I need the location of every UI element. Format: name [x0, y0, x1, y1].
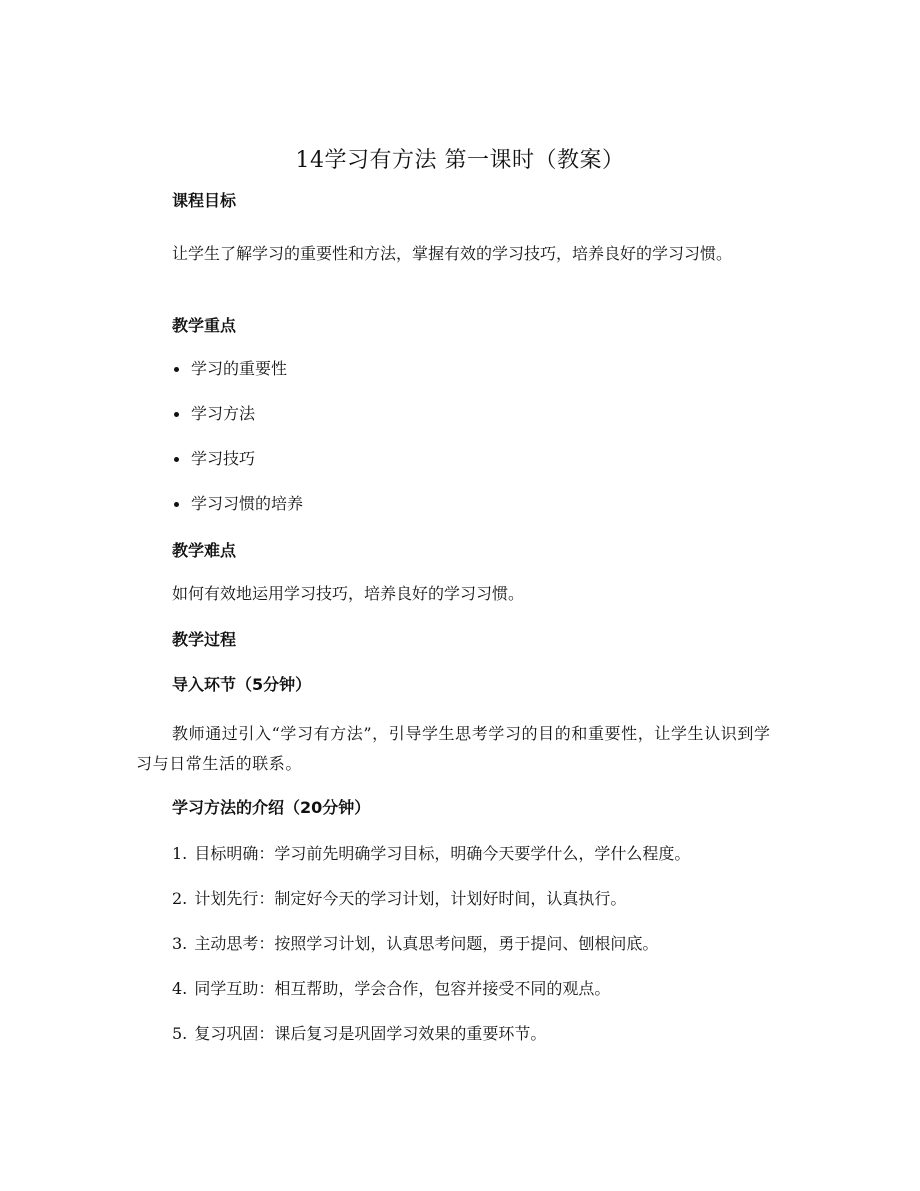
- numbered-item: [172, 888, 822, 910]
- bullet-icon: [174, 502, 179, 507]
- numbered-item: [172, 978, 822, 1000]
- numbered-item: [172, 1023, 822, 1045]
- objectives-text: 让学生了解学习的重要性和方法，掌握有效的学习技巧，培养良好的学习习惯。: [172, 244, 733, 263]
- item-number: 3.: [172, 934, 188, 953]
- subsection-heading-intro: 导入环节（5分钟）: [172, 675, 312, 694]
- numbered-item: [172, 933, 822, 955]
- numbered-item: [172, 843, 822, 865]
- item-text: 复习巩固：课后复习是巩固学习效果的重要环节。: [194, 1024, 547, 1043]
- list-item: [172, 403, 822, 425]
- item-text: 同学互助：相互帮助，学会合作，包容并接受不同的观点。: [194, 979, 611, 998]
- item-number: 4.: [172, 979, 188, 998]
- section-heading-difficulties: 教学难点: [172, 541, 237, 560]
- bullet-icon: [174, 457, 179, 462]
- list-item-text: 学习的重要性: [191, 359, 288, 378]
- bullet-icon: [174, 367, 179, 372]
- item-number: 2.: [172, 889, 188, 908]
- item-text: 计划先行：制定好今天的学习计划，计划好时间，认真执行。: [194, 889, 627, 908]
- list-item: [172, 358, 822, 380]
- bullet-icon: [174, 412, 179, 417]
- section-heading-key-points: 教学重点: [172, 316, 237, 335]
- item-text: 目标明确：学习前先明确学习目标，明确今天要学什么，学什么程度。: [194, 844, 691, 863]
- list-item: [172, 448, 822, 470]
- list-item-text: 学习方法: [191, 404, 256, 423]
- list-item: [172, 493, 822, 515]
- item-text: 主动思考：按照学习计划，认真思考问题，勇于提问、刨根问底。: [194, 934, 659, 953]
- item-number: 1.: [172, 844, 188, 863]
- difficulties-text: 如何有效地运用学习技巧，培养良好的学习习惯。: [172, 584, 525, 603]
- list-item-text: 学习习惯的培养: [191, 494, 304, 513]
- subsection-heading-methods: 学习方法的介绍（20分钟）: [172, 798, 371, 817]
- list-item-text: 学习技巧: [191, 449, 256, 468]
- page-title: 14学习有方法 第一课时（教案）: [295, 148, 625, 173]
- item-number: 5.: [172, 1024, 188, 1043]
- section-heading-objectives: 课程目标: [172, 191, 237, 210]
- intro-text: 教师通过引入“学习有方法”，引导学生思考学习的目的和重要性，让学生认识到学习与日常生活的联系。: [136, 724, 771, 773]
- section-heading-process: 教学过程: [172, 630, 237, 649]
